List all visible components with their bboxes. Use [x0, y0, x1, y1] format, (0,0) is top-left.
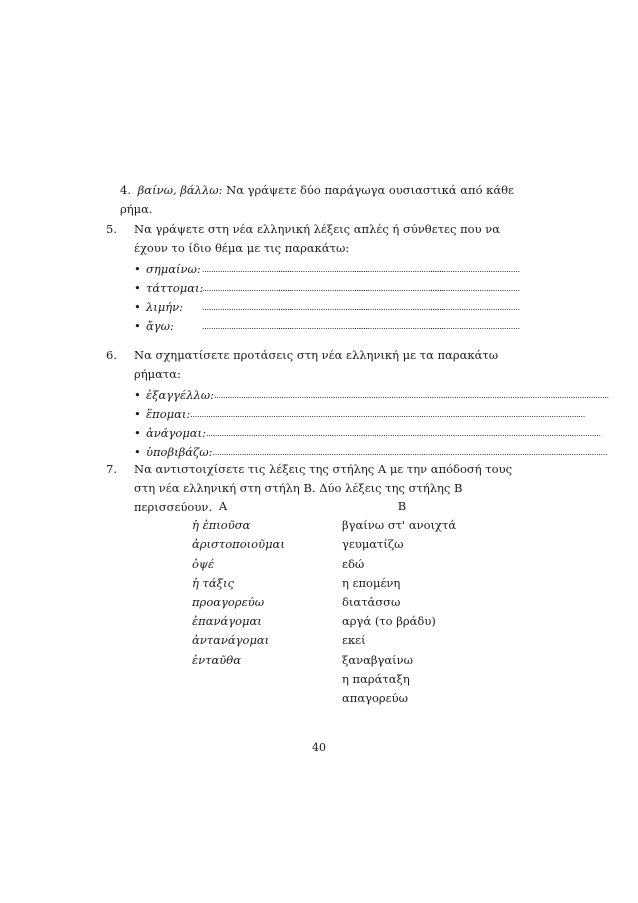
answer-blank[interactable]: ........................................ — [430, 265, 520, 274]
column-a-item: ὀψέ — [192, 556, 215, 571]
column-a-item: ἐνταῦθα — [192, 652, 241, 667]
column-a-item: ἀντανάγομαι — [192, 633, 270, 648]
column-b-item: γευματίζω — [342, 537, 404, 552]
answer-blank[interactable]: ........................................ — [202, 303, 292, 312]
column-b-header: Β — [397, 499, 407, 513]
page-number: 40 — [312, 741, 326, 754]
answer-blank[interactable]: ................................................................................................................................................................................ — [205, 429, 601, 438]
answer-blank[interactable]: ................................................................................................................................................................................ — [214, 391, 609, 400]
column-b-item: βγαίνω στ' ανοιχτά — [342, 518, 457, 533]
column-a-header: Α — [218, 499, 228, 513]
column-a-item: ἡ ἐπιοῦσα — [192, 518, 251, 533]
answer-blank[interactable]: ........................................ — [202, 284, 292, 293]
question-6-number: 6. — [106, 348, 117, 362]
question-6-verb: ἕπομαι: — [146, 407, 191, 421]
list-item — [120, 405, 586, 424]
column-b — [342, 497, 502, 708]
column-b-item: απαγορεύω — [342, 691, 408, 706]
question-5 — [106, 220, 520, 336]
answer-blank[interactable]: ........................................ — [278, 265, 368, 274]
question-6-verb: ἀνάγομαι: — [146, 426, 206, 440]
bullet-icon: • — [134, 407, 141, 421]
list-item — [120, 279, 520, 298]
column-a-item: ἡ τάξις — [192, 575, 234, 590]
column-b-item: η επομένη — [342, 575, 401, 590]
question-5-word: λιμήν: — [146, 300, 184, 314]
answer-blank[interactable]: ........................................ — [278, 322, 368, 331]
column-b-item: διατάσσω — [342, 595, 401, 610]
question-6-verb: ἐξαγγέλλω: — [146, 388, 215, 402]
question-6-prompt — [106, 346, 515, 384]
bullet-icon: • — [134, 388, 141, 402]
answer-blank[interactable]: ........................................ — [202, 322, 292, 331]
column-b-item: η παράταξη — [342, 671, 410, 686]
question-5-list — [120, 260, 520, 336]
answer-blank[interactable]: ........................................ — [278, 303, 368, 312]
answer-blank[interactable]: ................................................................................................................................................................................ — [212, 448, 608, 457]
bullet-icon: • — [134, 445, 141, 459]
column-a-item: ἐπανάγομαι — [192, 614, 262, 629]
column-a — [192, 497, 342, 670]
question-4 — [120, 181, 515, 219]
list-item — [120, 317, 520, 336]
column-a-item: προαγορεύω — [192, 595, 265, 610]
bullet-icon: • — [134, 262, 141, 276]
question-4-number: 4. — [120, 183, 131, 197]
column-b-item: εκεί — [342, 633, 366, 648]
answer-blank[interactable]: ........................................ — [354, 284, 444, 293]
answer-blank[interactable]: ........................................ — [354, 265, 444, 274]
column-b-item: ξαναβγαίνω — [342, 652, 414, 667]
question-6 — [106, 346, 609, 462]
question-5-number: 5. — [106, 222, 117, 236]
question-4-words: βαίνω, βάλλω: — [137, 183, 223, 197]
answer-blank[interactable]: ........................................ — [354, 322, 444, 331]
answer-blank[interactable]: ................................................................................................................................................................................ — [190, 410, 586, 419]
answer-blank[interactable]: ........................................ — [430, 284, 520, 293]
column-a-item: ἀριστοποιοῦμαι — [192, 537, 285, 552]
answer-blank[interactable]: ........................................ — [354, 303, 444, 312]
column-b-item: αργά (το βράδυ) — [342, 614, 436, 629]
question-5-word: σημαίνω: — [146, 262, 201, 276]
question-7-number: 7. — [106, 462, 117, 476]
question-5-text: Να γράψετε στη νέα ελληνική λέξεις απλές ή σύνθετες που να έχουν το ίδιο θέμα με τις παρακάτω: — [134, 222, 500, 255]
question-4-text: Να γράψετε δύο παράγωγα ουσιαστικά από κάθε ρήμα. — [120, 183, 515, 216]
bullet-icon: • — [134, 300, 141, 314]
column-b-item: εδώ — [342, 556, 365, 571]
bullet-icon: • — [134, 426, 141, 440]
question-6-verb: ὑποβιβάζω: — [146, 445, 213, 459]
question-5-prompt — [106, 220, 515, 258]
list-item — [120, 424, 601, 443]
list-item — [120, 298, 520, 317]
answer-blank[interactable]: ........................................ — [430, 303, 520, 312]
question-7-text: Να αντιστοιχίσετε τις λέξεις της στήλης Α με την απόδοσή τους στη νέα ελληνική στη στήλη Β. Δύο λέξεις της στήλης Β περισσεύουν. — [134, 462, 513, 514]
question-6-list — [120, 386, 609, 462]
answer-blank[interactable]: ........................................ — [202, 265, 292, 274]
answer-blank[interactable]: ........................................ — [278, 284, 368, 293]
bullet-icon: • — [134, 281, 141, 295]
list-item — [120, 386, 609, 405]
question-6-text: Να σχηματίσετε προτάσεις στη νέα ελληνική με τα παρακάτω ρήματα: — [134, 348, 499, 381]
bullet-icon: • — [134, 319, 141, 333]
question-5-word: τάττομαι: — [146, 281, 204, 295]
answer-blank[interactable]: ........................................ — [430, 322, 520, 331]
question-5-word: ἄγω: — [146, 319, 174, 333]
list-item — [120, 260, 520, 279]
